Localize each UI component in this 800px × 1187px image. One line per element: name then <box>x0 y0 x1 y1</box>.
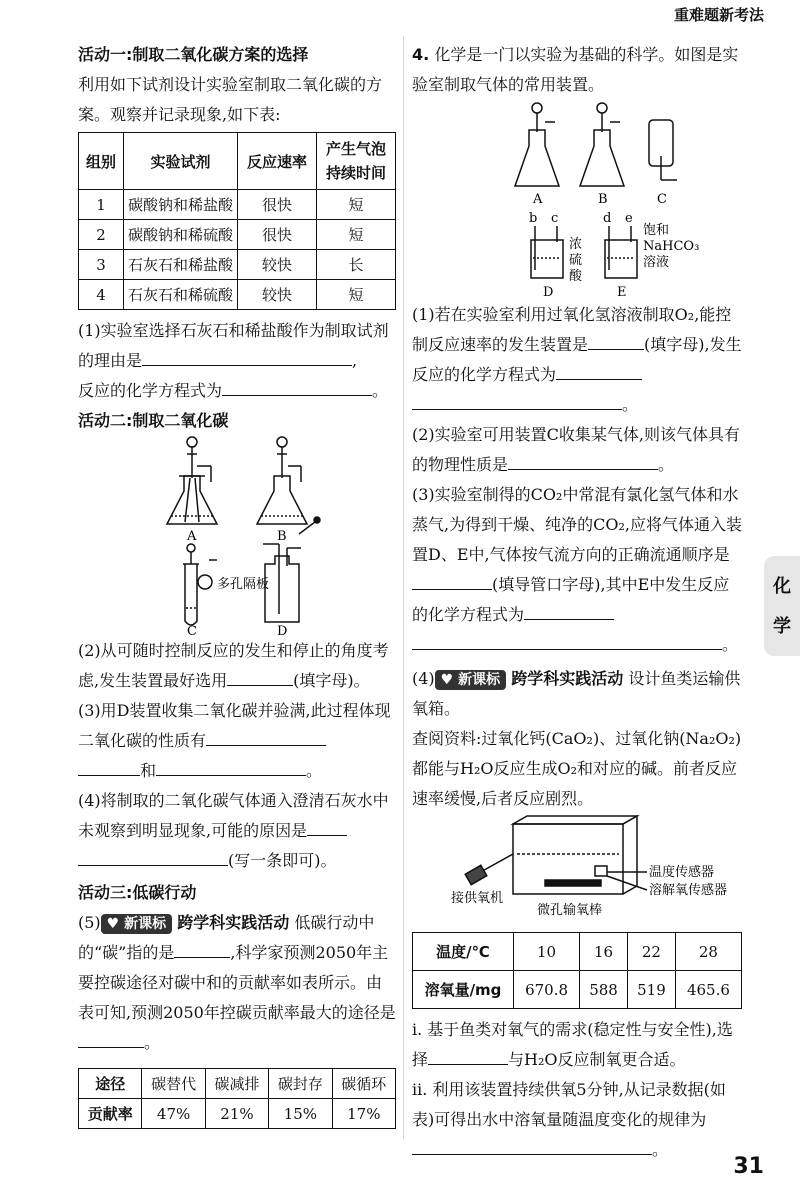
table-cell: 16 <box>580 933 628 971</box>
question-5-lead: 低碳行动中的“碳”指的是 <box>78 913 375 962</box>
table-cell: 碳酸钠和稀盐酸 <box>124 190 238 220</box>
question-4 <box>78 786 396 846</box>
question-4-4-topic: 跨学科实践活动 <box>511 669 624 688</box>
table-row <box>413 933 742 971</box>
answer-blank[interactable] <box>156 757 306 776</box>
rod-label: 微孔输氧棒 <box>537 903 603 918</box>
table-cell: 较快 <box>238 250 317 280</box>
answer-blank[interactable] <box>174 939 230 958</box>
table-cell: 465.6 <box>675 971 741 1009</box>
question-3b: 和 。 <box>78 756 396 786</box>
table-cell: 3 <box>79 250 124 280</box>
table-row <box>79 280 396 310</box>
oxygen-table <box>412 932 742 1009</box>
new-curriculum-badge <box>435 670 506 690</box>
table-cell: 碳替代 <box>142 1069 205 1099</box>
flask-a-icon <box>515 103 559 186</box>
badge-text: 新课标 <box>458 672 501 688</box>
answer-blank[interactable] <box>206 727 326 746</box>
label-e: E <box>617 285 627 300</box>
bottle-d-icon <box>531 226 563 278</box>
table-header: 温度/℃ <box>413 933 514 971</box>
table-cell: 很快 <box>238 220 317 250</box>
question-4-1-hint: (填字母),发生反应的化学方程式为 <box>412 335 742 384</box>
table-cell: 碳封存 <box>269 1069 332 1099</box>
page-number: 31 <box>733 1154 764 1179</box>
table-header-row <box>79 1069 396 1099</box>
section-header: 重难题新考法 <box>673 6 764 24</box>
box-icon <box>465 816 647 894</box>
label-c: C <box>187 624 197 636</box>
table-row <box>413 971 742 1009</box>
table-cell: 碳酸钠和稀硫酸 <box>124 220 238 250</box>
table-header: 实验试剂 <box>124 133 238 190</box>
question-i <box>412 1015 742 1075</box>
question-3 <box>78 696 396 756</box>
table-cell: 较快 <box>238 280 317 310</box>
question-4-3 <box>412 480 742 630</box>
question-ii-text: ⅱ. 利用该装置持续供氧5分钟,从记录数据(如表)可得出水中溶氧量随温度变化的规律为 <box>412 1080 726 1129</box>
question-number: 4. <box>412 45 430 64</box>
table-cell: 588 <box>580 971 628 1009</box>
answer-blank[interactable] <box>78 757 140 776</box>
question-1: (1)实验室选择石灰石和稀盐酸作为制取试剂的理由是 , <box>78 321 389 370</box>
table-header: 贡献率 <box>79 1099 142 1129</box>
question-5-topic: 跨学科实践活动 <box>177 913 290 932</box>
label-d: D <box>277 624 288 636</box>
label-a: A <box>187 529 197 544</box>
reagent-table <box>78 132 396 310</box>
table-cell: 670.8 <box>514 971 580 1009</box>
answer-blank[interactable] <box>524 601 614 620</box>
question-i-text-b: 与H₂O反应制氧更合适。 <box>508 1050 686 1069</box>
question-4-3-hint: (填导管口字母),其中E中发生反应的化学方程式为 <box>412 575 730 624</box>
apparatus-figure-1 <box>87 436 387 636</box>
table-cell: 短 <box>317 220 396 250</box>
table-cell: 很快 <box>238 190 317 220</box>
table-header: 溶氧量/mg <box>413 971 514 1009</box>
answer-blank[interactable] <box>588 331 644 350</box>
table-cell: 519 <box>627 971 675 1009</box>
pin-icon: ♥ <box>106 916 120 932</box>
question-2 <box>78 636 396 696</box>
label-c: C <box>657 192 667 207</box>
carbon-table <box>78 1068 396 1129</box>
question-i-text: ⅰ. 基于鱼类对氧气的需求(稳定性与安全性),选择 <box>412 1020 733 1069</box>
table-row <box>79 1099 396 1129</box>
label-d-tube: d <box>603 211 612 226</box>
table-cell: 4 <box>79 280 124 310</box>
label-e-tube: e <box>625 211 633 226</box>
subject-side-tab <box>764 556 800 656</box>
answer-blank[interactable] <box>78 1029 144 1048</box>
answer-blank[interactable] <box>556 361 642 380</box>
label-b-tube: b <box>529 211 538 226</box>
label-b: B <box>277 529 287 544</box>
label-sat2: NaHCO₃ <box>643 239 700 254</box>
table-cell: 17% <box>332 1099 395 1129</box>
table-cell: 47% <box>142 1099 205 1129</box>
table-cell: 2 <box>79 220 124 250</box>
table-row <box>79 220 396 250</box>
answer-blank[interactable] <box>412 631 722 650</box>
activity2-title: 活动二:制取二氧化碳 <box>78 411 229 430</box>
answer-blank[interactable] <box>227 667 293 686</box>
right-column <box>412 40 742 1165</box>
apparatus-figure-2 <box>427 100 727 300</box>
flask-a-icon <box>167 437 217 524</box>
column-divider <box>403 36 404 1139</box>
answer-blank[interactable] <box>428 1046 508 1065</box>
question-4b <box>78 846 396 876</box>
table-header-row <box>79 133 396 190</box>
question-1b-text: 反应的化学方程式为 <box>78 381 223 400</box>
table-header: 途径 <box>79 1069 142 1099</box>
answer-blank[interactable] <box>307 817 347 836</box>
question-4-3-text: (3)实验室制得的CO₂中常混有氯化氢气体和水蒸气,为得到干燥、纯净的CO₂,应将气体通入装置D、E中,气体按气流方向的正确流通顺序是 <box>412 485 742 564</box>
question-ii: ⅱ. 利用该装置持续供氧5分钟,从记录数据(如表)可得出水中溶氧量随温度变化的规律为。 <box>412 1080 726 1159</box>
label-a: A <box>533 192 543 207</box>
table-cell: 10 <box>514 933 580 971</box>
side-tab-char: 学 <box>773 616 791 637</box>
question-5: (5) ♥ 新课标 跨学科实践活动 低碳行动中的“碳”指的是 ,科学家预测2050年主要控碳途径对碳中和的贡献率如表所示。由表可知,预测2050年控碳贡献率最大的途径是。 <box>78 913 396 1052</box>
table-cell: 短 <box>317 280 396 310</box>
flask-b-icon <box>580 103 624 186</box>
table-cell: 1 <box>79 190 124 220</box>
reference-info: 查阅资料:过氧化钙(CaO₂)、过氧化钠(Na₂O₂)都能与H₂O反应生成O₂和对应的碱。前者反应速率缓慢,后者反应剧烈。 <box>412 729 742 808</box>
jar-c-icon <box>649 120 677 180</box>
question-intro-text: 化学是一门以实验为基础的科学。如图是实验室制取气体的常用装置。 <box>412 45 739 94</box>
answer-blank[interactable] <box>78 847 228 866</box>
question-3-text: (3)用D装置收集二氧化碳并验满,此过程体现二氧化碳的性质有 <box>78 701 391 750</box>
question-2-text: (2)从可随时控制反应的发生和停止的角度考虑,发生装置最好选用 <box>78 641 389 690</box>
table-header: 产生气泡持续时间 <box>317 133 396 190</box>
plate-label-text: 多孔隔板 <box>217 577 270 592</box>
table-cell: 22 <box>627 933 675 971</box>
new-curriculum-badge <box>101 914 172 934</box>
table-row <box>79 250 396 280</box>
activity3-title: 活动三:低碳行动 <box>78 883 197 902</box>
label-conc3: 酸 <box>569 269 583 284</box>
label-conc2: 硫 <box>569 253 583 268</box>
table-cell: 石灰石和稀硫酸 <box>124 280 238 310</box>
table-cell: 15% <box>269 1099 332 1129</box>
answer-blank[interactable] <box>508 451 658 470</box>
oxygen-sensor-label: 溶解氧传感器 <box>649 883 728 898</box>
table-header: 反应速率 <box>238 133 317 190</box>
supply-label: 接供氧机 <box>451 891 504 906</box>
oxygen-box-figure <box>417 814 737 926</box>
tube-c-icon <box>183 544 217 625</box>
question-4-1b: 。 <box>412 390 742 420</box>
question-4-1-text: (1)若在实验室利用过氧化氢溶液制取O₂,能控制反应速率的发生装置是 <box>412 305 732 354</box>
table-cell: 28 <box>675 933 741 971</box>
answer-blank[interactable] <box>142 347 352 366</box>
temp-sensor-label: 温度传感器 <box>649 865 715 880</box>
question-5-text: ,科学家预测2050年主要控碳途径对碳中和的贡献率如表所示。由表可知,预测2050年控碳贡献率最大的途径是 <box>78 943 396 1022</box>
activity1-intro: 利用如下试剂设计实验室制取二氧化碳的方案。观察并记录现象,如下表: <box>78 75 383 124</box>
question-4-4 <box>412 664 742 724</box>
table-cell: 碳循环 <box>332 1069 395 1099</box>
activity1-title: 活动一:制取二氧化碳方案的选择 <box>78 45 309 64</box>
question-4-3b: 。 <box>412 630 742 660</box>
table-cell: 石灰石和稀盐酸 <box>124 250 238 280</box>
answer-blank[interactable] <box>412 1136 652 1155</box>
question-2-hint: (填字母)。 <box>293 671 370 690</box>
table-cell: 21% <box>205 1099 268 1129</box>
plate-label <box>217 576 269 592</box>
left-column <box>78 40 396 1129</box>
table-cell: 短 <box>317 190 396 220</box>
label-c-tube: c <box>551 211 559 226</box>
question-4-intro <box>412 40 742 100</box>
question-4-2: (2)实验室可用装置C收集某气体,则该气体具有的物理性质是 。 <box>412 425 740 474</box>
table-header: 组别 <box>79 133 124 190</box>
question-4-hint: (写一条即可)。 <box>228 851 337 870</box>
table-cell: 长 <box>317 250 396 280</box>
flask-b-icon <box>257 437 307 524</box>
question-4-2-text: (2)实验室可用装置C收集某气体,则该气体具有的物理性质是 <box>412 425 740 474</box>
answer-blank[interactable] <box>412 571 492 590</box>
question-3-and: 和 <box>140 761 157 780</box>
question-4-4-number: (4) <box>412 669 435 688</box>
bottle-d-icon <box>263 517 320 622</box>
table-row <box>79 190 396 220</box>
question-1-text: (1)实验室选择石灰石和稀盐酸作为制取试剂的理由是 <box>78 321 389 370</box>
table-cell: 碳减排 <box>205 1069 268 1099</box>
label-conc: 浓 <box>569 237 583 252</box>
pin-icon: ♥ <box>440 672 454 688</box>
bottle-e-icon <box>605 226 637 278</box>
question-4-1 <box>412 300 742 390</box>
question-4-4-lead: 设计鱼类运输供氧箱。 <box>412 669 741 718</box>
label-sat1: 饱和 <box>643 223 670 238</box>
question-5-number: (5) <box>78 913 101 932</box>
label-d: D <box>543 285 554 300</box>
question-4-text: (4)将制取的二氧化碳气体通入澄清石灰水中未观察到明显现象,可能的原因是 <box>78 791 389 840</box>
label-sat3: 溶液 <box>643 255 670 270</box>
answer-blank[interactable] <box>412 391 622 410</box>
badge-text: 新课标 <box>124 916 167 932</box>
question-1b: 反应的化学方程式为 。 <box>78 376 396 406</box>
side-tab-char: 化 <box>773 576 791 597</box>
label-b: B <box>598 192 608 207</box>
answer-blank[interactable] <box>222 377 372 396</box>
